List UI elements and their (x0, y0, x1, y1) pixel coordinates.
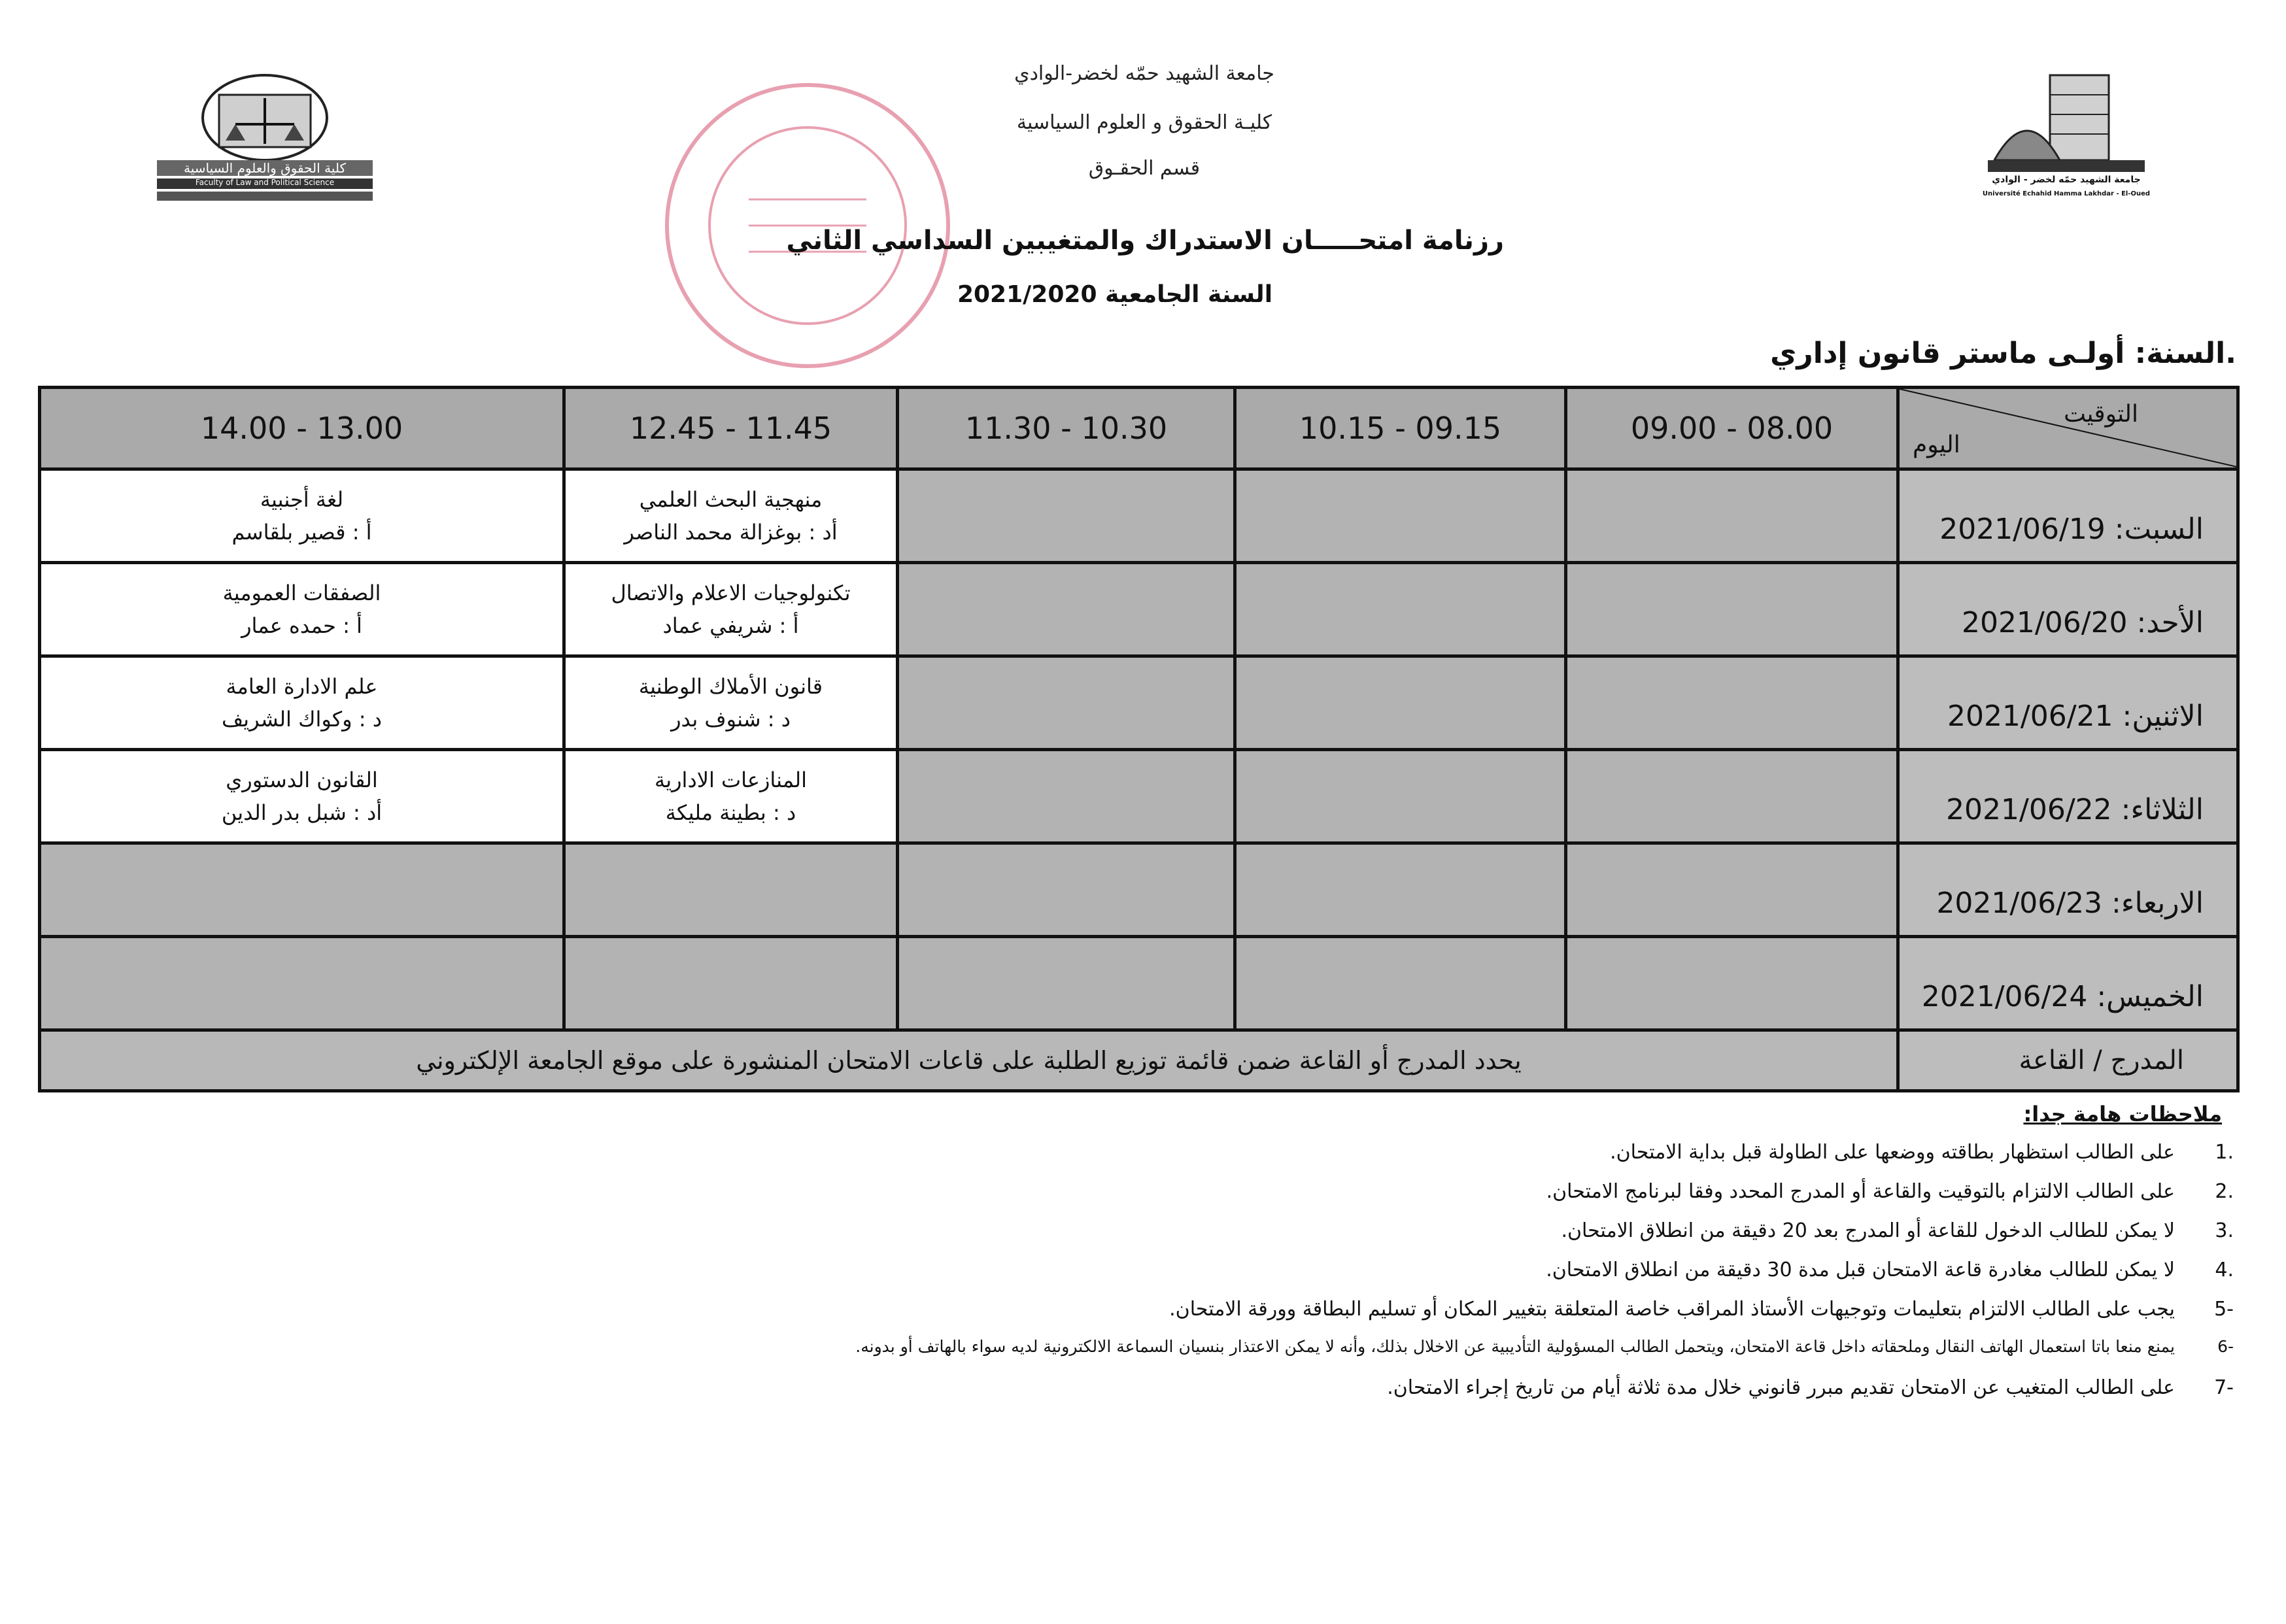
corner-day-label: اليوم (1913, 431, 1960, 458)
table-row (40, 843, 2238, 937)
empty-cell (1566, 843, 1898, 937)
faculty-name: كليـة الحقوق و العلوم السياسية (1016, 111, 1272, 134)
footer-row (40, 1030, 2238, 1091)
course-name: المنازعات الادارية (655, 768, 807, 792)
note-number: .3 (2215, 1219, 2234, 1242)
table-row (40, 469, 2238, 563)
note-number: -7 (2214, 1376, 2234, 1399)
note-text: يجب على الطالب الالتزام بتعليمات وتوجيهات الأستاذ المراقب خاصة المتعلقة بتغيير المكان أو تسليم البطاقة وورقة الامتحان. (1169, 1298, 2175, 1321)
note-item (855, 1337, 2234, 1356)
empty-cell (898, 750, 1235, 843)
academic-year: السنة الجامعية 2021/2020 (957, 281, 1273, 308)
empty-cell (1566, 656, 1898, 750)
empty-cell (1566, 750, 1898, 843)
faculty-logo (157, 62, 373, 219)
table-row (40, 563, 2238, 656)
professor-name: د : وكواك الشريف (222, 707, 382, 732)
course-name: لغة أجنبية (260, 487, 344, 512)
note-item (1387, 1376, 2234, 1399)
time-slot-4: 11.45 - 12.45 (564, 388, 898, 469)
faculty-logo-arabic: كلية الحقوق والعلوم السياسية (184, 160, 346, 176)
empty-cell (1566, 563, 1898, 656)
course-cell (40, 656, 564, 750)
course-name: علم الادارة العامة (226, 674, 378, 699)
note-text: لا يمكن للطالب مغادرة قاعة الامتحان قبل مدة 30 دقيقة من انطلاق الامتحان. (1546, 1259, 2175, 1281)
empty-cell (1235, 563, 1566, 656)
faculty-logo-english: Faculty of Law and Political Science (195, 178, 335, 187)
course-cell (40, 563, 564, 656)
header-row (40, 388, 2238, 469)
time-slot-5: 13.00 - 14.00 (40, 388, 564, 469)
empty-cell (1235, 469, 1566, 563)
exam-schedule-table (38, 386, 2240, 1092)
note-text: على الطالب الالتزام بالتوقيت والقاعة أو المدرج المحدد وفقا لبرنامج الامتحان. (1546, 1180, 2175, 1203)
professor-name: د : شنوف بدر (671, 707, 791, 732)
note-item (1561, 1219, 2234, 1242)
course-name: قانون الأملاك الوطنية (638, 674, 823, 699)
empty-cell (898, 937, 1235, 1030)
notes-title: ملاحظات هامة جدا: (2023, 1102, 2222, 1126)
corner-time-label: التوقيت (2064, 401, 2138, 428)
empty-cell (1235, 750, 1566, 843)
empty-cell (1235, 656, 1566, 750)
course-name: القانون الدستوري (226, 768, 378, 792)
time-slot-3: 10.30 - 11.30 (898, 388, 1235, 469)
university-logo-arabic: جامعة الشهيد حمّه لخضر - الوادي (1992, 175, 2141, 185)
note-text: على الطالب استظهار بطاقته ووضعها على الطاولة قبل بداية الامتحان. (1610, 1141, 2175, 1164)
note-item (1169, 1298, 2234, 1321)
empty-cell (898, 563, 1235, 656)
note-number: -5 (2214, 1298, 2234, 1321)
note-number: .2 (2215, 1180, 2234, 1203)
note-text: يمنع منعا باتا استعمال الهاتف النقال وملحقاته داخل قاعة الامتحان، ويتحمل الطالب المسؤولية التأديبية عن الاخلال بذلك، وأنه لا يمكن الاعتذار بنسيان السماعة الالكترونية لديه سواء بالهاتف أو بدونه. (855, 1337, 2175, 1356)
note-text: لا يمكن للطالب الدخول للقاعة أو المدرج بعد 20 دقيقة من انطلاق الامتحان. (1561, 1219, 2175, 1242)
empty-cell (898, 656, 1235, 750)
empty-cell (40, 937, 564, 1030)
note-item (1610, 1141, 2234, 1164)
hall-note: يحدد المدرج أو القاعة ضمن قائمة توزيع الطلبة على قاعات الامتحان المنشورة على موقع الجامعة الإلكتروني (40, 1030, 1898, 1091)
professor-name: أ : حمده عمار (241, 613, 362, 638)
day-cell: الاثنين: 2021/06/21 (1898, 656, 2238, 750)
table-row (40, 656, 2238, 750)
empty-cell (1566, 469, 1898, 563)
course-cell (564, 469, 898, 563)
empty-cell (1235, 937, 1566, 1030)
level-line: السنة: أولـى ماستر قانون إداري. (1770, 337, 2236, 370)
note-text: على الطالب المتغيب عن الامتحان تقديم مبرر قانوني خلال مدة ثلاثة أيام من تاريخ إجراء الامتحان. (1387, 1376, 2175, 1399)
day-cell: الاربعاء: 2021/06/23 (1898, 843, 2238, 937)
course-cell (40, 469, 564, 563)
university-logo (1975, 62, 2158, 212)
time-slot-2: 09.15 - 10.15 (1235, 388, 1566, 469)
empty-cell (40, 843, 564, 937)
course-cell (564, 750, 898, 843)
empty-cell (898, 843, 1235, 937)
course-cell (564, 563, 898, 656)
hall-label: المدرج / القاعة (1898, 1030, 2238, 1091)
course-name: منهجية البحث العلمي (639, 487, 823, 512)
corner-cell (1898, 388, 2238, 469)
note-number: .1 (2215, 1141, 2234, 1164)
university-name: جامعة الشهيد حمّه لخضر-الوادي (1014, 62, 1274, 85)
professor-name: د : بطينة مليكة (665, 800, 796, 825)
course-name: الصفقات العمومية (222, 581, 381, 605)
day-cell: السبت: 2021/06/19 (1898, 469, 2238, 563)
page-title: رزنامة امتحـــــان الاستدراك والمتغيبين السداسي الثاني (786, 226, 1504, 256)
table-row (40, 750, 2238, 843)
empty-cell (1566, 937, 1898, 1030)
department-name: قسم الحقـوق (1088, 157, 1201, 180)
table-row (40, 937, 2238, 1030)
empty-cell (1235, 843, 1566, 937)
note-number: .4 (2215, 1259, 2234, 1281)
empty-cell (898, 469, 1235, 563)
note-item (1546, 1180, 2234, 1203)
empty-cell (564, 937, 898, 1030)
day-cell: الأحد: 2021/06/20 (1898, 563, 2238, 656)
note-number: -6 (2217, 1337, 2234, 1356)
professor-name: أ : قصير بلقاسم (231, 520, 372, 545)
empty-cell (564, 843, 898, 937)
note-item (1546, 1259, 2234, 1281)
day-cell: الخميس: 2021/06/24 (1898, 937, 2238, 1030)
university-logo-french: Université Echahid Hamma Lakhdar - El-Oued (1982, 190, 2151, 197)
professor-name: أ : شريفي عماد (662, 613, 799, 638)
course-cell (40, 750, 564, 843)
professor-name: أد : شبل بدر الدين (221, 800, 383, 825)
course-name: تكنولوجيات الاعلام والاتصال (611, 581, 851, 605)
course-cell (564, 656, 898, 750)
professor-name: أد : بوغزالة محمد الناصر (624, 520, 838, 545)
time-slot-1: 08.00 - 09.00 (1566, 388, 1898, 469)
day-cell: الثلاثاء: 2021/06/22 (1898, 750, 2238, 843)
